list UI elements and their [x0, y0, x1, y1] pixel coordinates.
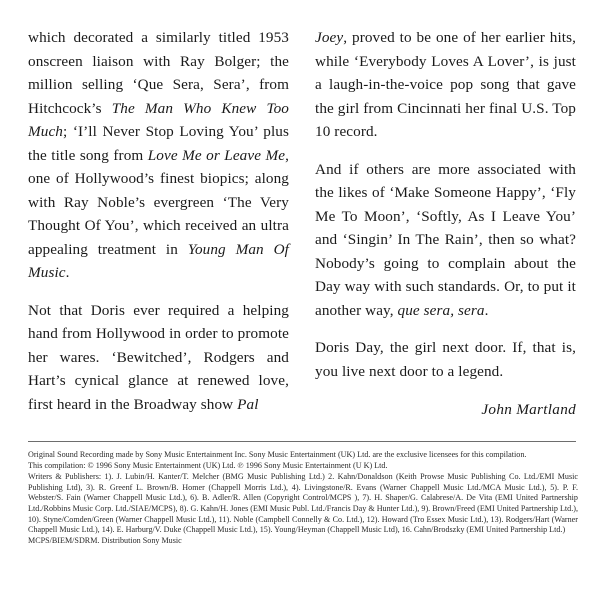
paragraph: And if others are more associated with the likes of ‘Make Someone Happy’, ‘Fly Me To Moon’, ‘Softly, As I Leave You’ and ‘Singin’ In The Rain’, then so what? Nobody’s going to complain about the Day way with such standards. Or, to put it another way, que sera, sera.	[315, 160, 576, 319]
credits-line: Original Sound Recording made by Sony Music Entertainment Inc. Sony Music Entertainment (UK) Ltd. are the exclusive licensees for this compilation.	[28, 450, 527, 459]
credits-line: Writers & Publishers: 1). J. Lubin/H. Kanter/T. Melcher (BMG Music Publishing Ltd.) 2. Kahn/Donaldson (Keith Prowse Music Publishing Co. Ltd./EMI Music Publishing Ltd), 3). R. Greenf L. Brown/B. Homer (Chappell Morris Ltd.), 4). Livingstone/R. Evans (Warner Chappell Music Ltd./MCA Music Ltd.), 5). P. F. Webster/S. Fain (Warner Chappell Music Ltd.), 6). B. Adler/R. Allen (Copyright Control/MCPS ), 7). H. Shaper/G. Calabrese/A. De Vita (EMI United Partnership Ltd./Robbins Music Corp. Ltd./SIAE/MCPS), 8). G. Kahn/H. Jones (EMI Music Publ. Ltd./Francis Day & Hunter Ltd.), 9). Brown/Freed (EMI United Partnership Ltd.), 10). Styne/Comden/Green (Warner Chappell Music Ltd.), 11). Noble (Campbell Connelly & Co. Ltd.), 12). Howard (Tro Essex Music Ltd.), 13). Rodgers/Hart (Warner Chappell Music Ltd.), 14). E. Harburg/V. Duke (Chappell Music Ltd.), 15). Young/Heyman (Chappell Music Ltd), 16. Cahn/Brodszky (EMI United Partnership Ltd.)	[28, 472, 578, 535]
left-column	[28, 26, 289, 416]
show-title: Pal	[237, 395, 259, 413]
paragraph: which decorated a similarly titled 1953 onscreen liaison with Ray Bolger; the million selling ‘Que Sera, Sera’, from Hitchcock’s The Man Who Knew Too Much; ‘I’ll Never Stop Loving You’ plus the title song from Love Me or Leave Me, one of Hollywood’s finest biopics; along with Ray Noble’s evergreen ‘The Very Thought Of You’, which received an ultra appealing treatment in Young Man Of Music.	[28, 29, 290, 281]
body-columns	[28, 26, 576, 419]
author-signature: John Martland	[481, 401, 576, 418]
right-column	[315, 26, 576, 419]
show-title: Joey	[315, 29, 344, 46]
film-title: Young Man Of Music	[28, 240, 290, 281]
paragraph: Doris Day, the girl next door. If, that is, you live next door to a legend.	[315, 339, 576, 380]
credits-block	[28, 450, 578, 547]
film-title: Love Me or Leave Me	[147, 146, 286, 164]
horizontal-divider	[28, 441, 576, 442]
credits-line: MCPS/BIEM/SDRM. Distribution Sony Music	[28, 536, 182, 546]
film-title: The Man Who Knew Too Much	[28, 99, 289, 140]
paragraph: Joey, proved to be one of her earlier hits, while ‘Everybody Loves A Lover’, is just a laugh-in-the-voice pop song that gave the girl from Cincinnati her final U.S. Top 10 record.	[315, 29, 576, 140]
paragraph: Not that Doris ever required a helping hand from Hollywood in order to promote her wares. ‘Bewitched’, Rodgers and Hart’s cynical glance at renewed love, first heard in the Broadway show Pal	[28, 301, 289, 413]
phrase-emphasis: que sera, sera	[397, 301, 485, 319]
credits-line: This compilation: © 1996 Sony Music Entertainment (UK) Ltd. ℗ 1996 Sony Music Entertainment (U K) Ltd.	[28, 461, 388, 471]
